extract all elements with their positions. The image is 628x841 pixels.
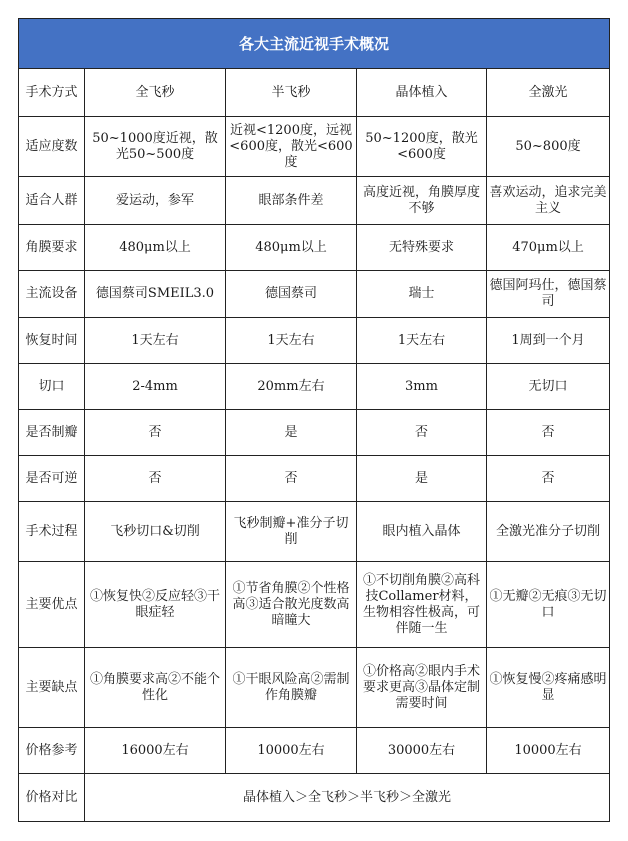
table-cell: 飞秒切口&切削 [85, 502, 226, 562]
table-cell: 480μm以上 [85, 225, 226, 271]
table-cell: ①节省角膜②个性格高③适合散光度数高暗瞳大 [226, 562, 357, 648]
table-row [19, 177, 610, 225]
surgery-overview-table [18, 18, 610, 822]
table-cell: 德国蔡司 [226, 271, 357, 318]
table-cell: 470μm以上 [487, 225, 610, 271]
row-label: 适应度数 [19, 117, 85, 177]
table-cell: 飞秒制瓣+准分子切削 [226, 502, 357, 562]
row-label: 主流设备 [19, 271, 85, 318]
row-label: 是否制瓣 [19, 410, 85, 456]
table-cell: 爱运动，参军 [85, 177, 226, 225]
row-label: 价格对比 [19, 774, 85, 822]
row-label: 主要缺点 [19, 648, 85, 728]
table-row [19, 728, 610, 774]
table-row [19, 364, 610, 410]
table-cell: 否 [85, 456, 226, 502]
row-label: 角膜要求 [19, 225, 85, 271]
table-cell: 30000左右 [357, 728, 487, 774]
table-cell: 全激光 [487, 69, 610, 117]
row-label: 恢复时间 [19, 318, 85, 364]
table-row [19, 271, 610, 318]
table-cell: 全飞秒 [85, 69, 226, 117]
table-cell: 480μm以上 [226, 225, 357, 271]
table-row [19, 648, 610, 728]
price-comparison-row [19, 774, 610, 822]
table-cell: 10000左右 [487, 728, 610, 774]
table-cell: 16000左右 [85, 728, 226, 774]
table-cell: 否 [487, 410, 610, 456]
table-cell: ①无瓣②无痕③无切口 [487, 562, 610, 648]
table-row [19, 225, 610, 271]
table-cell: 半飞秒 [226, 69, 357, 117]
price-comparison-value: 晶体植入＞全飞秒＞半飞秒＞全激光 [85, 774, 610, 822]
row-label: 手术方式 [19, 69, 85, 117]
table-cell: ①恢复慢②疼痛感明显 [487, 648, 610, 728]
table-row [19, 117, 610, 177]
table-cell: 3mm [357, 364, 487, 410]
table-cell: 德国蔡司SMEIL3.0 [85, 271, 226, 318]
row-label: 适合人群 [19, 177, 85, 225]
table-cell: 是 [226, 410, 357, 456]
table-row [19, 410, 610, 456]
table-row [19, 456, 610, 502]
row-label: 主要优点 [19, 562, 85, 648]
row-label: 切口 [19, 364, 85, 410]
table-cell: 2-4mm [85, 364, 226, 410]
title-row [19, 19, 610, 69]
table-cell: 1天左右 [85, 318, 226, 364]
table-cell: ①角膜要求高②不能个性化 [85, 648, 226, 728]
table-cell: 1天左右 [226, 318, 357, 364]
table-cell: 喜欢运动，追求完美主义 [487, 177, 610, 225]
table-cell: 50~1200度，散光<600度 [357, 117, 487, 177]
table-cell: 全激光准分子切削 [487, 502, 610, 562]
table-cell: 否 [226, 456, 357, 502]
row-label: 价格参考 [19, 728, 85, 774]
table-cell: 无特殊要求 [357, 225, 487, 271]
table-title: 各大主流近视手术概况 [19, 19, 610, 69]
table-row [19, 69, 610, 117]
table-row [19, 562, 610, 648]
table-row [19, 502, 610, 562]
table-cell: 20mm左右 [226, 364, 357, 410]
table-row [19, 318, 610, 364]
table-cell: 10000左右 [226, 728, 357, 774]
table-cell: 无切口 [487, 364, 610, 410]
table-cell: 否 [487, 456, 610, 502]
table-cell: 德国阿玛仕，德国蔡司 [487, 271, 610, 318]
table-cell: 瑞士 [357, 271, 487, 318]
table-cell: 近视<1200度，远视<600度，散光<600度 [226, 117, 357, 177]
table-cell: ①恢复快②反应轻③干眼症轻 [85, 562, 226, 648]
table-cell: 眼内植入晶体 [357, 502, 487, 562]
table-cell: 50~1000度近视，散光50~500度 [85, 117, 226, 177]
table-cell: 1周到一个月 [487, 318, 610, 364]
table-cell: 高度近视，角膜厚度不够 [357, 177, 487, 225]
row-label: 是否可逆 [19, 456, 85, 502]
table-cell: 晶体植入 [357, 69, 487, 117]
table-cell: 50~800度 [487, 117, 610, 177]
table-cell: 1天左右 [357, 318, 487, 364]
table-cell: 眼部条件差 [226, 177, 357, 225]
table-cell: ①价格高②眼内手术要求更高③晶体定制需要时间 [357, 648, 487, 728]
table-cell: 否 [85, 410, 226, 456]
table-cell: ①干眼风险高②需制作角膜瓣 [226, 648, 357, 728]
surgery-overview-table-frame [18, 18, 609, 822]
row-label: 手术过程 [19, 502, 85, 562]
table-cell: 否 [357, 410, 487, 456]
table-cell: ①不切削角膜②高科技Collamer材料，生物相容性极高，可伴随一生 [357, 562, 487, 648]
table-cell: 是 [357, 456, 487, 502]
